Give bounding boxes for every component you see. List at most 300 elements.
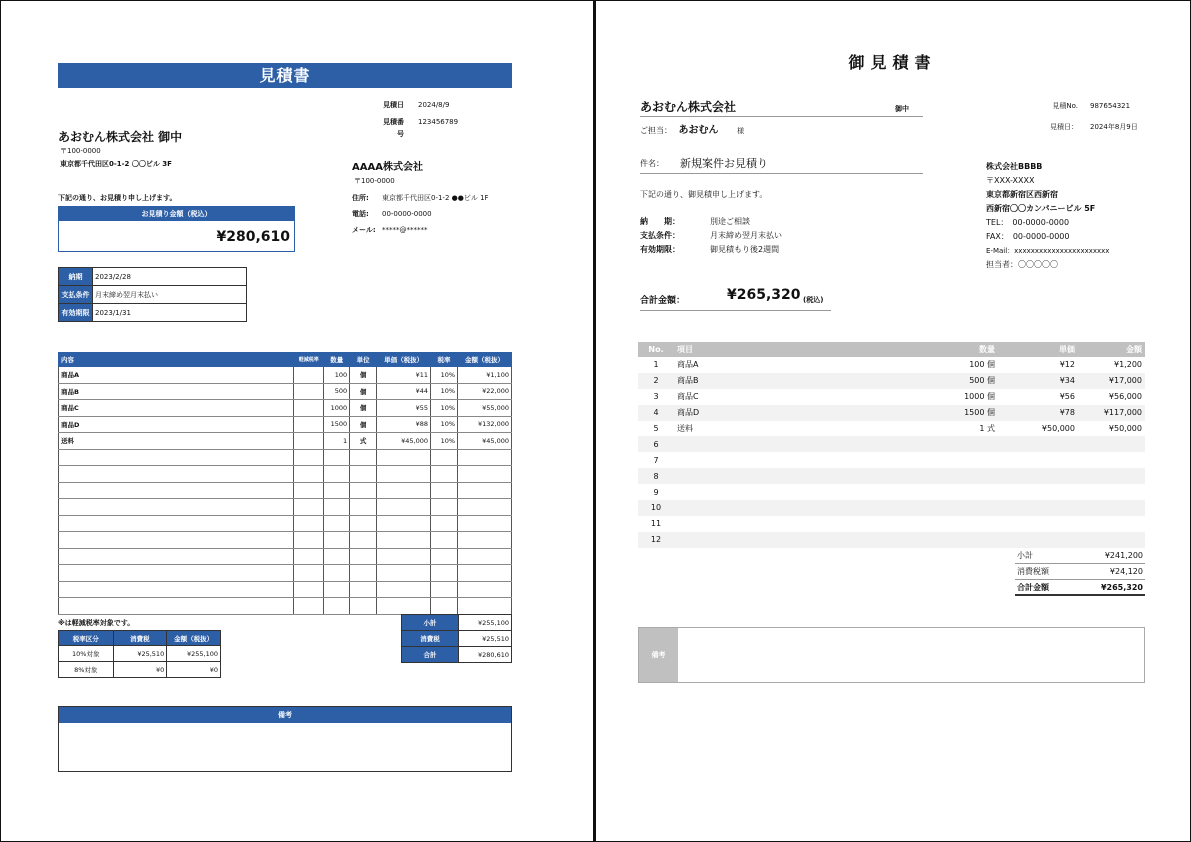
right-item-qty: 500 個 xyxy=(914,373,998,389)
left-item-cell-empty xyxy=(294,548,324,565)
left-item-name: 商品D xyxy=(59,416,294,433)
left-item-row-empty xyxy=(59,548,512,565)
left-terms-label: 納期 xyxy=(59,268,93,286)
left-item-cell-empty xyxy=(458,515,512,532)
left-greeting: 下記の通り、お見積り申し上げます。 xyxy=(58,194,177,202)
left-tax-base: ¥255,100 xyxy=(167,646,221,662)
left-item-cell-empty xyxy=(377,515,431,532)
left-item-price: ¥11 xyxy=(377,367,431,384)
left-item-row-empty xyxy=(59,581,512,598)
right-col-header: 項目 xyxy=(674,342,914,357)
left-terms-value: 月末締め翌月末払い xyxy=(93,286,247,304)
left-item-amount: ¥55,000 xyxy=(458,400,512,417)
left-item-cell-empty xyxy=(350,581,377,598)
left-item-reduced xyxy=(294,383,324,400)
right-item-name: 商品D xyxy=(674,405,914,421)
right-item-no: 10 xyxy=(638,500,674,516)
left-item-cell-empty xyxy=(59,548,294,565)
right-item-no: 3 xyxy=(653,392,659,402)
right-summary xyxy=(1015,548,1145,596)
right-meta-label: 見積日： xyxy=(1050,123,1078,131)
right-item-qty: 1000 個 xyxy=(964,392,995,402)
left-item-row-empty xyxy=(59,565,512,582)
left-company-name: AAAA株式会社 xyxy=(352,162,423,173)
left-meta-value: 123456789 xyxy=(418,118,459,126)
right-meta xyxy=(1030,100,1138,142)
right-item-price xyxy=(998,452,1078,468)
left-item-qty: 1000 xyxy=(324,400,350,417)
left-item-cell-empty xyxy=(431,449,458,466)
left-tax-table xyxy=(58,630,221,678)
left-item-row-empty xyxy=(59,499,512,516)
left-item-price: ¥44 xyxy=(377,383,431,400)
left-client-address: 東京都千代田区0-1-2 〇〇ビル 3F xyxy=(60,160,172,168)
right-item-amount xyxy=(1078,532,1145,548)
left-item-cell-empty xyxy=(350,466,377,483)
left-item-cell-empty xyxy=(324,499,350,516)
left-tax-category: 10%対象 xyxy=(59,646,114,662)
right-greeting: 下記の通り、御見積申し上げます。 xyxy=(640,190,768,199)
left-item-cell-empty xyxy=(294,581,324,598)
left-meta-label: 見積日 xyxy=(383,101,404,109)
right-item-row xyxy=(638,373,1145,389)
right-item-amount xyxy=(1078,468,1145,484)
left-item-unit: 個 xyxy=(350,416,377,433)
right-col-header: 金額 xyxy=(1078,342,1145,357)
left-item-cell-empty xyxy=(350,499,377,516)
left-summary-value: ¥255,100 xyxy=(459,615,512,631)
right-item-name xyxy=(674,468,914,484)
left-item-cell-empty xyxy=(294,598,324,615)
left-item-cell-empty xyxy=(377,565,431,582)
right-item-row xyxy=(638,468,1145,484)
left-item-name: 商品C xyxy=(59,400,294,417)
left-item-cell-empty xyxy=(458,482,512,499)
left-item-row xyxy=(59,416,512,433)
left-meta xyxy=(378,99,512,138)
left-tax-header: 消費税 xyxy=(113,631,167,646)
right-company-line: 〒XXX-XXXX xyxy=(986,176,1035,185)
left-item-reduced xyxy=(294,400,324,417)
right-item-row xyxy=(638,484,1145,500)
right-item-price xyxy=(998,468,1078,484)
left-item-cell-empty xyxy=(458,565,512,582)
left-item-cell-empty xyxy=(350,565,377,582)
left-item-qty: 500 xyxy=(324,383,350,400)
left-item-cell-empty xyxy=(377,466,431,483)
right-item-name xyxy=(674,500,914,516)
right-client-name: あおむん株式会社 xyxy=(640,100,737,114)
left-company-postal: 〒100-0000 xyxy=(354,177,395,185)
left-item-rate: 10% xyxy=(431,400,458,417)
right-company-line: TEL： 00-0000-0000 xyxy=(986,218,1070,227)
right-item-qty xyxy=(914,516,998,532)
left-item-reduced xyxy=(294,367,324,384)
left-item-name: 商品A xyxy=(59,367,294,384)
left-remarks-label: 備考 xyxy=(59,707,511,723)
left-items-table xyxy=(58,352,512,615)
left-item-cell-empty xyxy=(294,565,324,582)
right-item-amount: ¥1,200 xyxy=(1114,360,1142,370)
left-title: 見積書 xyxy=(58,63,512,88)
right-meta-label: 見積No. xyxy=(1052,102,1078,110)
right-item-price xyxy=(998,500,1078,516)
right-terms-value: 別途ご相談 xyxy=(710,217,750,226)
left-item-cell-empty xyxy=(59,466,294,483)
right-item-no: 6 xyxy=(638,436,674,452)
right-company xyxy=(986,161,1109,273)
left-item-cell-empty xyxy=(324,482,350,499)
right-item-amount xyxy=(1078,452,1145,468)
left-item-price: ¥55 xyxy=(377,400,431,417)
right-tanto-name: あおむん xyxy=(678,125,719,136)
left-client-postal: 〒100-0000 xyxy=(60,147,101,155)
right-item-name: 商品B xyxy=(674,373,914,389)
left-item-cell-empty xyxy=(377,598,431,615)
left-amount-value: ¥280,610 xyxy=(216,229,290,245)
left-item-cell-empty xyxy=(294,482,324,499)
right-item-no: 8 xyxy=(638,468,674,484)
left-tax-amount: ¥0 xyxy=(113,662,167,678)
left-item-amount: ¥22,000 xyxy=(458,383,512,400)
left-item-amount: ¥132,000 xyxy=(458,416,512,433)
left-company-info xyxy=(352,192,489,240)
right-item-amount xyxy=(1078,484,1145,500)
left-item-cell-empty xyxy=(431,598,458,615)
left-reduced-note: ※は軽減税率対象です。 xyxy=(58,619,135,627)
left-item-cell-empty xyxy=(324,466,350,483)
right-item-price xyxy=(998,484,1078,500)
right-item-price: ¥50,000 xyxy=(1041,424,1075,433)
left-item-cell-empty xyxy=(350,515,377,532)
right-item-row xyxy=(638,500,1145,516)
left-terms-value: 2023/1/31 xyxy=(93,304,247,322)
right-remarks-box xyxy=(638,627,1145,683)
right-item-amount: ¥17,000 xyxy=(1078,373,1145,389)
right-terms-label: 有効期限： xyxy=(640,245,680,254)
left-terms-table xyxy=(58,267,247,322)
left-item-cell-empty xyxy=(350,532,377,549)
left-item-rate: 10% xyxy=(431,383,458,400)
right-item-price xyxy=(998,532,1078,548)
left-item-unit: 個 xyxy=(350,400,377,417)
left-item-cell-empty xyxy=(294,532,324,549)
right-client-underline xyxy=(640,116,923,117)
right-item-row xyxy=(638,357,1145,373)
right-items-table xyxy=(638,342,1145,548)
left-company-value: *****@****** xyxy=(382,226,428,234)
left-item-qty: 1500 xyxy=(324,416,350,433)
page-divider xyxy=(593,0,596,842)
right-company-line: E-Mail：xxxxxxxxxxxxxxxxxxxxxxx xyxy=(986,247,1110,255)
right-terms-label: 納 期： xyxy=(640,217,680,226)
right-item-qty xyxy=(914,484,998,500)
right-item-qty: 1500 個 xyxy=(914,405,998,421)
right-item-qty xyxy=(914,468,998,484)
left-item-cell-empty xyxy=(294,515,324,532)
left-item-cell-empty xyxy=(458,598,512,615)
right-item-name xyxy=(674,452,914,468)
left-summary-value: ¥25,510 xyxy=(459,631,512,647)
left-item-cell-empty xyxy=(377,449,431,466)
right-summary-value: ¥24,120 xyxy=(1109,567,1143,576)
left-item-cell-empty xyxy=(324,548,350,565)
right-item-name xyxy=(674,484,914,500)
left-item-cell-empty xyxy=(377,548,431,565)
left-item-row-empty xyxy=(59,598,512,615)
left-item-cell-empty xyxy=(458,466,512,483)
right-title: 御見積書 xyxy=(848,53,937,72)
left-terms-label: 有効期限 xyxy=(59,304,93,322)
right-item-no: 1 xyxy=(653,360,659,370)
left-item-rate: 10% xyxy=(431,367,458,384)
right-item-qty xyxy=(914,452,998,468)
right-summary-label: 小計 xyxy=(1017,551,1033,560)
right-item-row xyxy=(638,452,1145,468)
left-summary-label: 合計 xyxy=(402,647,459,663)
left-item-cell-empty xyxy=(350,482,377,499)
left-item-reduced xyxy=(294,433,324,450)
left-item-cell-empty xyxy=(350,598,377,615)
left-item-rate: 10% xyxy=(431,433,458,450)
right-remarks-label: 備考 xyxy=(639,628,678,682)
left-col-header: 単位 xyxy=(350,353,377,367)
left-item-row-empty xyxy=(59,532,512,549)
left-item-amount: ¥45,000 xyxy=(458,433,512,450)
right-item-amount: ¥56,000 xyxy=(1108,392,1142,402)
right-meta-value: 2024年8月9日 xyxy=(1090,123,1138,131)
left-amount-label: お見積り金額（税込） xyxy=(59,207,294,221)
left-item-cell-empty xyxy=(59,565,294,582)
right-col-header: 単価 xyxy=(998,342,1078,357)
left-item-cell-empty xyxy=(324,565,350,582)
left-item-cell-empty xyxy=(458,532,512,549)
left-item-cell-empty xyxy=(324,532,350,549)
right-summary-value: ¥241,200 xyxy=(1104,551,1143,560)
left-col-header: 内容 xyxy=(59,353,294,367)
right-terms-value: 月末締め翌月末払い xyxy=(710,231,782,240)
left-item-cell-empty xyxy=(324,598,350,615)
right-item-amount xyxy=(1078,436,1145,452)
left-item-cell-empty xyxy=(377,532,431,549)
right-item-no: 4 xyxy=(638,405,674,421)
right-item-amount: ¥50,000 xyxy=(1108,424,1142,433)
left-col-header: 金額（税抜） xyxy=(458,353,512,367)
left-item-qty: 1 xyxy=(324,433,350,450)
left-item-cell-empty xyxy=(59,515,294,532)
right-item-price: ¥56 xyxy=(1059,392,1075,402)
left-summary-value: ¥280,610 xyxy=(459,647,512,663)
right-item-row xyxy=(638,532,1145,548)
left-terms-label: 支払条件 xyxy=(59,286,93,304)
right-item-name xyxy=(674,532,914,548)
right-item-amount xyxy=(1078,500,1145,516)
left-terms-value: 2023/2/28 xyxy=(93,268,247,286)
right-item-no: 9 xyxy=(653,487,659,497)
right-summary-label: 合計金額 xyxy=(1017,583,1049,592)
left-tax-amount: ¥25,510 xyxy=(113,646,167,662)
right-total-value: ¥265,320 xyxy=(727,287,801,303)
right-company-line: FAX： 00-0000-0000 xyxy=(986,232,1070,241)
right-item-name: 送料 xyxy=(677,424,693,433)
right-item-price xyxy=(998,516,1078,532)
left-tax-category: 8%対象 xyxy=(59,662,114,678)
left-item-cell-empty xyxy=(458,581,512,598)
right-terms xyxy=(640,216,782,258)
right-subject: 新規案件お見積り xyxy=(680,157,768,170)
left-meta-label: 見積番号 xyxy=(383,118,404,138)
right-tanto-suffix: 様 xyxy=(737,127,745,135)
left-item-row-empty xyxy=(59,449,512,466)
left-item-cell-empty xyxy=(458,449,512,466)
right-terms-value: 御見積もり後2週間 xyxy=(710,245,780,254)
left-item-cell-empty xyxy=(431,565,458,582)
left-item-unit: 式 xyxy=(350,433,377,450)
left-item-row xyxy=(59,367,512,384)
right-item-amount: ¥117,000 xyxy=(1078,405,1145,421)
right-item-no: 2 xyxy=(638,373,674,389)
left-tax-base: ¥0 xyxy=(167,662,221,678)
right-item-row xyxy=(638,516,1145,532)
left-item-cell-empty xyxy=(59,499,294,516)
left-item-name: 商品B xyxy=(59,383,294,400)
right-item-qty xyxy=(914,532,998,548)
left-item-name: 送料 xyxy=(59,433,294,450)
right-item-no: 5 xyxy=(653,424,659,433)
right-tanto-label: ご担当： xyxy=(640,126,672,135)
left-item-cell-empty xyxy=(431,466,458,483)
left-company-label: メール: xyxy=(352,226,376,234)
left-summary-table xyxy=(401,614,512,663)
right-item-price: ¥78 xyxy=(998,405,1078,421)
right-item-row xyxy=(638,436,1145,452)
left-item-cell-empty xyxy=(458,548,512,565)
left-item-cell-empty xyxy=(324,449,350,466)
right-item-qty: 100 個 xyxy=(969,360,995,370)
right-item-qty xyxy=(914,500,998,516)
left-company-label: 住所: xyxy=(352,194,369,202)
left-item-cell-empty xyxy=(350,449,377,466)
left-item-cell-empty xyxy=(324,515,350,532)
left-amount-box xyxy=(58,206,295,252)
left-item-price: ¥88 xyxy=(377,416,431,433)
right-company-line: 東京都新宿区西新宿 xyxy=(986,190,1058,199)
left-item-cell-empty xyxy=(431,499,458,516)
left-item-cell-empty xyxy=(431,482,458,499)
right-company-name: 株式会社BBBB xyxy=(986,162,1043,171)
right-col-header: No. xyxy=(638,342,674,357)
left-remarks-box xyxy=(58,706,512,772)
right-subject-label: 件名： xyxy=(640,159,664,168)
left-item-row-empty xyxy=(59,482,512,499)
right-item-row xyxy=(638,405,1145,421)
left-item-cell-empty xyxy=(431,548,458,565)
left-item-rate: 10% xyxy=(431,416,458,433)
right-total-underline xyxy=(640,310,831,311)
left-item-cell-empty xyxy=(294,499,324,516)
right-meta-value: 987654321 xyxy=(1090,102,1131,110)
right-item-price: ¥34 xyxy=(998,373,1078,389)
right-item-qty xyxy=(914,436,998,452)
left-tax-header: 税率区分 xyxy=(59,631,114,646)
left-summary-label: 小計 xyxy=(402,615,459,631)
left-item-cell-empty xyxy=(59,581,294,598)
left-item-cell-empty xyxy=(377,499,431,516)
right-summary-value: ¥265,320 xyxy=(1100,583,1143,592)
right-total-label: 合計金額： xyxy=(640,296,686,306)
left-item-unit: 個 xyxy=(350,367,377,384)
right-col-header: 数量 xyxy=(914,342,998,357)
right-subject-underline xyxy=(640,173,923,174)
left-item-cell-empty xyxy=(294,449,324,466)
right-client-suffix: 御中 xyxy=(895,105,909,113)
left-item-reduced xyxy=(294,416,324,433)
left-col-header: 軽減税率 xyxy=(294,353,324,367)
right-item-row xyxy=(638,389,1145,405)
right-terms-label: 支払条件： xyxy=(640,231,680,240)
left-item-price: ¥45,000 xyxy=(377,433,431,450)
left-item-cell-empty xyxy=(431,532,458,549)
left-company-label: 電話: xyxy=(352,210,369,218)
left-client-name: あおむん株式会社 御中 xyxy=(58,130,183,144)
left-item-cell-empty xyxy=(431,515,458,532)
left-item-row xyxy=(59,433,512,450)
left-item-cell-empty xyxy=(59,482,294,499)
right-total-tax-note: (税込) xyxy=(803,296,824,304)
left-company-value: 東京都千代田区0-1-2 ●●ビル 1F xyxy=(382,194,489,202)
left-item-cell-empty xyxy=(59,532,294,549)
left-item-cell-empty xyxy=(377,581,431,598)
left-item-amount: ¥1,100 xyxy=(458,367,512,384)
right-item-price xyxy=(998,436,1078,452)
right-item-no: 11 xyxy=(650,519,662,529)
right-summary-label: 消費税額 xyxy=(1017,567,1049,576)
right-item-name: 商品A xyxy=(677,360,699,370)
left-col-header: 税率 xyxy=(431,353,458,367)
right-item-no: 7 xyxy=(653,455,659,465)
left-col-header: 単価（税抜） xyxy=(377,353,431,367)
left-item-row-empty xyxy=(59,515,512,532)
right-item-name xyxy=(674,516,914,532)
left-item-cell-empty xyxy=(294,466,324,483)
right-item-row xyxy=(638,421,1145,437)
left-item-row xyxy=(59,400,512,417)
left-meta-value: 2024/8/9 xyxy=(418,101,450,109)
left-item-cell-empty xyxy=(324,581,350,598)
right-item-qty: 1 式 xyxy=(979,424,995,433)
right-tanto xyxy=(640,121,744,136)
left-summary-label: 消費税 xyxy=(402,631,459,647)
left-item-row xyxy=(59,383,512,400)
right-item-no: 12 xyxy=(638,532,674,548)
left-item-cell-empty xyxy=(59,449,294,466)
left-item-cell-empty xyxy=(431,581,458,598)
left-item-cell-empty xyxy=(350,548,377,565)
left-item-unit: 個 xyxy=(350,383,377,400)
right-item-name xyxy=(674,436,914,452)
left-col-header: 数量 xyxy=(324,353,350,367)
left-item-cell-empty xyxy=(59,598,294,615)
left-item-qty: 100 xyxy=(324,367,350,384)
left-tax-header: 金額（税抜） xyxy=(167,631,221,646)
left-item-cell-empty xyxy=(458,499,512,516)
right-item-amount xyxy=(1078,516,1145,532)
left-item-cell-empty xyxy=(377,482,431,499)
right-item-price: ¥12 xyxy=(1059,360,1075,370)
right-company-line: 担当者：〇〇〇〇〇 xyxy=(986,260,1058,269)
left-company-value: 00-0000-0000 xyxy=(382,210,432,218)
left-item-row-empty xyxy=(59,466,512,483)
